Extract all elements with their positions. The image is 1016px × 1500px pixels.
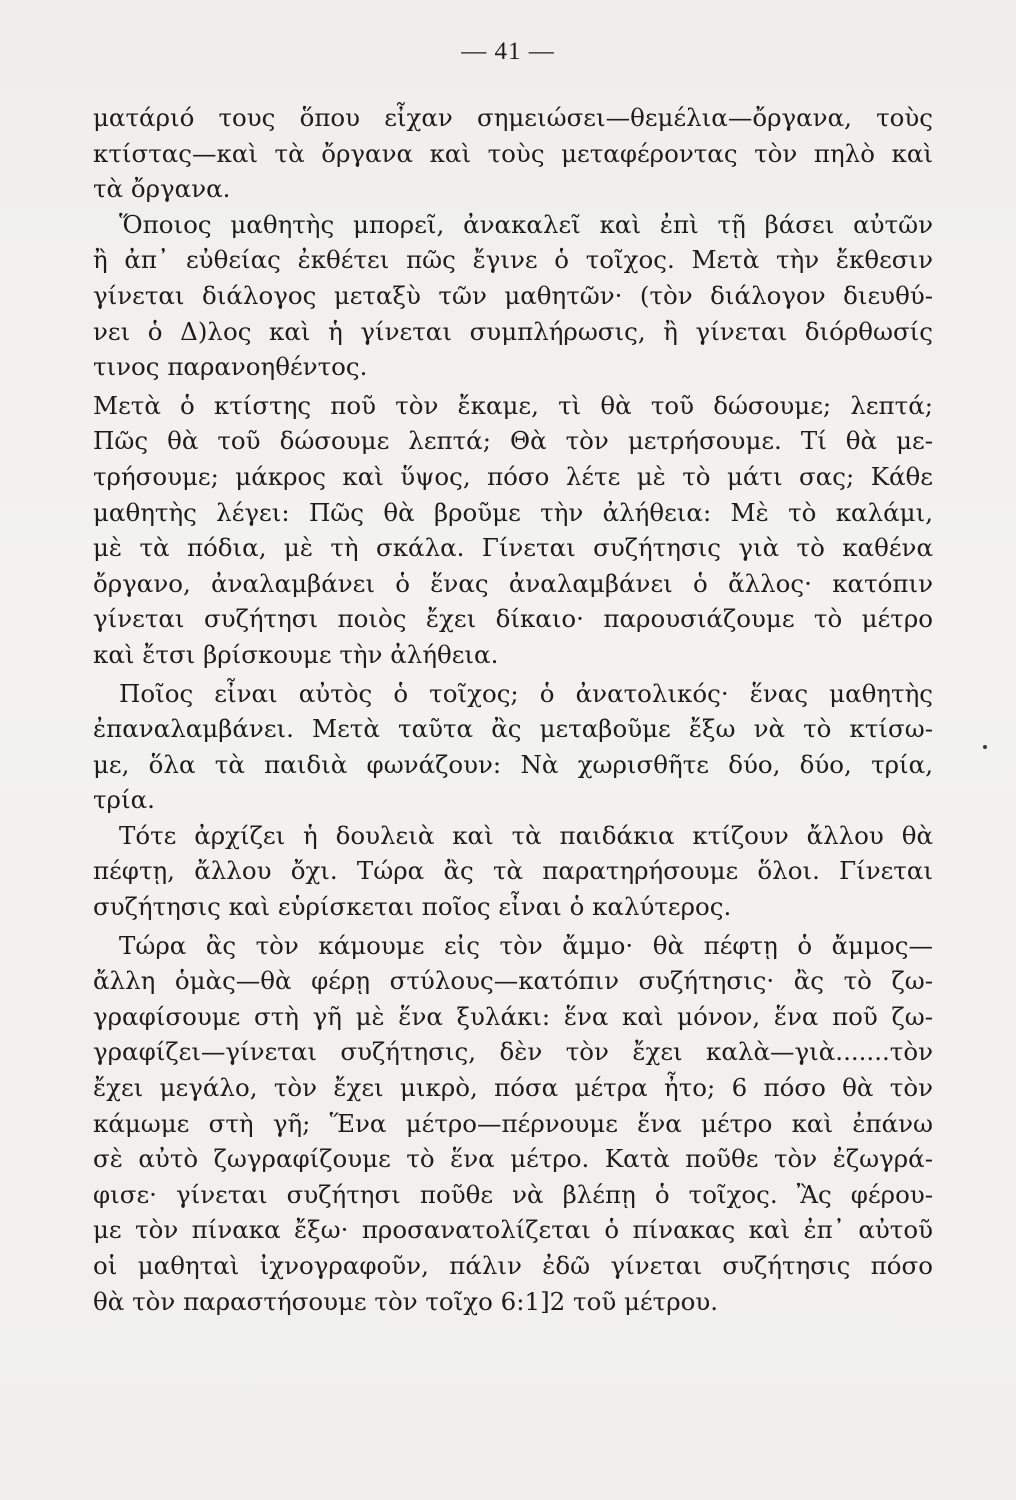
text-line: με τὸν πίνακα ἔξω· προσανατολίζεται ὁ πίνακας καὶ ἐπ᾽ αὐτοῦ	[93, 1215, 933, 1245]
text-line: Πῶς θὰ τοῦ δώσουμε λεπτά; Θὰ τὸν μετρήσουμε. Τί θὰ με-	[93, 426, 933, 456]
body-text	[93, 100, 933, 1319]
text-line: ἔχει μεγάλο, τὸν ἔχει μικρὸ, πόσα μέτρα ἦτο; 6 πόσο θὰ τὸν	[93, 1073, 933, 1103]
text-line: γίνεται διάλογος μεταξὺ τῶν μαθητῶν· (τὸν διάλογον διευθύ-	[93, 280, 933, 310]
text-line: θὰ τὸν παραστήσουμε τὸν τοῖχο 6:1]2 τοῦ μέτρου.	[93, 1286, 719, 1316]
text-line: ὄργανο, ἀναλαμβάνει ὁ ἕνας ἀναλαμβάνει ὁ ἄλλος· κατόπιν	[93, 568, 933, 598]
text-line: ματάριό τους ὅπου εἶχαν σημειώσει—θεμέλια—ὄργανα, τοὺς	[93, 103, 933, 132]
text-line: γίνεται συζήτησι ποιὸς ἔχει δίκαιο· παρουσιάζουμε τὸ μέτρο	[93, 604, 933, 634]
text-line: κτίστας—καὶ τὰ ὄργανα καὶ τοὺς μεταφέροντας τὸν πηλὸ καὶ	[93, 138, 933, 168]
text-line: μὲ τὰ πόδια, μὲ τὴ σκάλα. Γίνεται συζήτησις γιὰ τὸ καθένα	[93, 533, 933, 563]
text-line: καὶ ἔτσι βρίσκουμε τὴν ἀλήθεια.	[93, 639, 499, 669]
paragraph-start-line: Ὅποιος μαθητὴς μπορεῖ, ἀνακαλεῖ καὶ ἐπὶ τῇ βάσει αὐτῶν	[119, 209, 933, 239]
text-line: ἄλλη ὁμὰς—θὰ φέρῃ στύλους—κατόπιν συζήτησις· ἂς τὸ ζω-	[93, 966, 933, 996]
paragraph-start-line: Τότε ἀρχίζει ἡ δουλειὰ καὶ τὰ παιδάκια κτίζουν ἄλλου θὰ	[119, 820, 933, 850]
text-line: κάμωμε στὴ γῆ; Ἕνα μέτρο—πέρνουμε ἕνα μέτρο καὶ ἐπάνω	[93, 1108, 933, 1138]
text-line: συζήτησις καὶ εὑρίσκεται ποῖος εἶναι ὁ καλύτερος.	[93, 892, 732, 922]
paragraph-start-line: Ποῖος εἶναι αὐτὸς ὁ τοῖχος; ὁ ἀνατολικός· ἕνας μαθητὴς	[119, 678, 933, 708]
text-line: τινος παρανοηθέντος.	[93, 352, 368, 382]
text-line: γραφίσουμε στὴ γῆ μὲ ἕνα ξυλάκι: ἕνα καὶ μόνον, ἕνα ποῦ ζω-	[93, 1001, 933, 1031]
text-line: ἢ ἀπ᾽ εὐθείας ἐκθέτει πῶς ἔγινε ὁ τοῖχος. Μετὰ τὴν ἔκθεσιν	[93, 245, 933, 275]
margin-dot-mark	[983, 745, 987, 749]
text-line: σὲ αὐτὸ ζωγραφίζουμε τὸ ἕνα μέτρο. Κατὰ ποῦθε τὸν ἐζωγρά-	[93, 1144, 933, 1174]
text-line: γραφίζει—γίνεται συζήτησις, δὲν τὸν ἔχει καλὰ—γιὰ.......τὸν	[93, 1037, 933, 1067]
text-line: με, ὅλα τὰ παιδιὰ φωνάζουν: Νὰ χωρισθῆτε δύο, δύο, τρία,	[93, 749, 933, 779]
text-line: οἱ μαθηταὶ ἰχνογραφοῦν, πάλιν ἐδῶ γίνεται συζήτησις πόσο	[93, 1251, 933, 1280]
text-line: φισε· γίνεται συζήτησι ποῦθε νὰ βλέπῃ ὁ τοῖχος. Ἂς φέρου-	[93, 1179, 933, 1209]
paragraph-start-line: Τώρα ἂς τὸν κάμουμε εἰς τὸν ἄμμο· θὰ πέφτῃ ὁ ἄμμος—	[119, 930, 933, 960]
text-line: τρήσουμε; μάκρος καὶ ὕψος, πόσο λέτε μὲ τὸ μάτι σας; Κάθε	[93, 461, 933, 491]
text-line: νει ὁ Δ)λος καὶ ἡ γίνεται συμπλήρωσις, ἢ γίνεται διόρθωσίς	[93, 316, 933, 346]
page-number: — 41 —	[461, 38, 555, 65]
text-line: ἐπαναλαμβάνει. Μετὰ ταῦτα ἂς μεταβοῦμε ἔξω νὰ τὸ κτίσω-	[93, 714, 933, 744]
text-line: πέφτῃ, ἄλλου ὄχι. Τώρα ἂς τὰ παρατηρήσουμε ὅλοι. Γίνεται	[93, 856, 933, 886]
paragraph-start-line: Μετὰ ὁ κτίστης ποῦ τὸν ἔκαμε, τὶ θὰ τοῦ δώσουμε; λεπτά;	[93, 390, 933, 420]
text-line: τρία.	[93, 785, 155, 815]
text-line: τὰ ὄργανα.	[93, 174, 231, 204]
text-line: μαθητὴς λέγει: Πῶς θὰ βροῦμε τὴν ἀλήθεια: Μὲ τὸ καλάμι,	[93, 497, 933, 527]
